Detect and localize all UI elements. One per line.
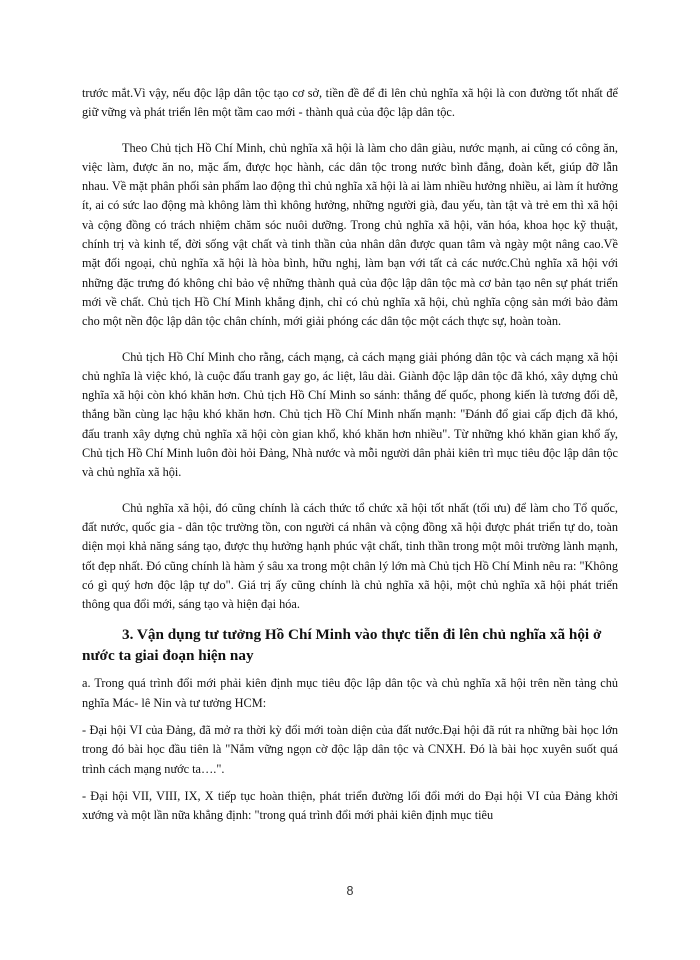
section-item-a: a. Trong quá trình đổi mới phải kiên định mục tiêu độc lập dân tộc và chủ nghĩa xã hội trên nền tảng chủ nghĩa Mác- lê Nin và tư tưởng HCM:	[82, 676, 618, 710]
paragraph-continuation: trước mắt.Vì vậy, nếu độc lập dân tộc tạo cơ sở, tiền đề để đi lên chủ nghĩa xã hội là con đường tốt nhất để giữ vững và phát triển lên một tầm cao mới - thành quả của độc lập dân tộc.	[82, 86, 618, 120]
section-heading: 3. Vận dụng tư tưởng Hồ Chí Minh vào thực tiễn đi lên chủ nghĩa xã hội ở nước ta giai đoạn hiện nay	[82, 626, 602, 665]
paragraph-revolution-difficulty: Chủ tịch Hồ Chí Minh cho rằng, cách mạng, cả cách mạng giải phóng dân tộc và cách mạng xã hội chủ nghĩa là việc khó, là cuộc đấu tranh gay go, ác liệt, lâu dài. Giành độc lập dân tộc đã khó, xây dựng chủ nghĩa xã hội còn khó khăn hơn. Chủ tịch Hồ Chí Minh so sánh: thắng đế quốc, phong kiến là tương đối dễ, thắng bần cùng lạc hậu khó khăn hơn. Chủ tịch Hồ Chí Minh nhấn mạnh: "Đánh đổ giai cấp địch đã khó, đấu tranh xây dựng chủ nghĩa xã hội còn gian khổ, khó khăn hơn nhiều". Từ những khó khăn gian khổ ấy, Chủ tịch Hồ Chí Minh luôn đòi hỏi Đảng, Nhà nước và mỗi người dân phải kiên trì mục tiêu độc lập dân tộc và chủ nghĩa xã hội.	[82, 349, 618, 480]
paragraph-social-organization: Chủ nghĩa xã hội, đó cũng chính là cách thức tổ chức xã hội tốt nhất (tối ưu) để làm cho Tổ quốc, đất nước, quốc gia - dân tộc trường tồn, con người cá nhân và cộng đồng xã hội được phát triển tự do, toàn diện mọi khả năng sáng tạo, được thụ hưởng hạnh phúc vật chất, tinh thần trong một môi trường lành mạnh, tốt đẹp nhất. Đó cũng chính là hàm ý sâu xa trong một chân lý lớn mà Chủ tịch Hồ Chí Minh nêu ra: "Không có gì quý hơn độc lập tự do". Giá trị ấy cũng chính là chủ nghĩa xã hội, một chủ nghĩa xã hội phát triển thông qua đổi mới, sáng tạo và hiện đại hóa.	[82, 500, 618, 612]
paragraph-socialism-definition: Theo Chủ tịch Hồ Chí Minh, chủ nghĩa xã hội là làm cho dân giàu, nước mạnh, ai cũng có công ăn, việc làm, được ăn no, mặc ấm, được học hành, các dân tộc trong nước bình đẳng, đoàn kết, giúp đỡ lẫn nhau. Về mặt phân phối sản phẩm lao động thì chủ nghĩa xã hội là ai làm nhiều hưởng nhiều, ai làm ít hưởng ít, ai có sức lao động mà không làm thì không hưởng, những người già, đau yếu, tàn tật và trẻ em thì xã hội và cộng đồng có trách nhiệm chăm sóc nuôi dưỡng. Trong chủ nghĩa xã hội, văn hóa, khoa học kỹ thuật, chính trị và kinh tế, đời sống vật chất và tinh thần của nhân dân được quan tâm và ngày một nâng cao.Về mặt đối ngoại, chủ nghĩa xã hội là hòa bình, hữu nghị, làm bạn với tất cả các nước.Chủ nghĩa xã hội với những đặc trưng đó không chỉ bảo vệ những thành quả của độc lập dân tộc mà cơ bản tạo nên sự phát triển mới về chất. Chủ tịch Hồ Chí Minh khẳng định, chỉ có chủ nghĩa xã hội, chủ nghĩa cộng sản mới bảo đảm cho một nền độc lập dân tộc chân chính, mới giải phóng các dân tộc một cách thực sự, hoàn toàn.	[82, 140, 618, 329]
section-item-congress-vii-x: - Đại hội VII, VIII, IX, X tiếp tục hoàn thiện, phát triển đường lối đổi mới do Đại hội VI của Đảng khởi xướng và một lần nữa khẳng định: "trong quá trình đổi mới phải kiên định mục tiêu	[82, 788, 618, 823]
section-item-congress-vi: - Đại hội VI của Đảng, đã mở ra thời kỳ đổi mới toàn diện của đất nước.Đại hội đã rút ra những bài học lớn trong đó bài học đầu tiên là "Nắm vững ngọn cờ độc lập dân tộc và CNXH. Đó là bài học xuyên suốt quá trình cách mạng nước ta….".	[82, 723, 618, 776]
page-content	[82, 84, 618, 826]
page-number: 8	[346, 884, 354, 898]
